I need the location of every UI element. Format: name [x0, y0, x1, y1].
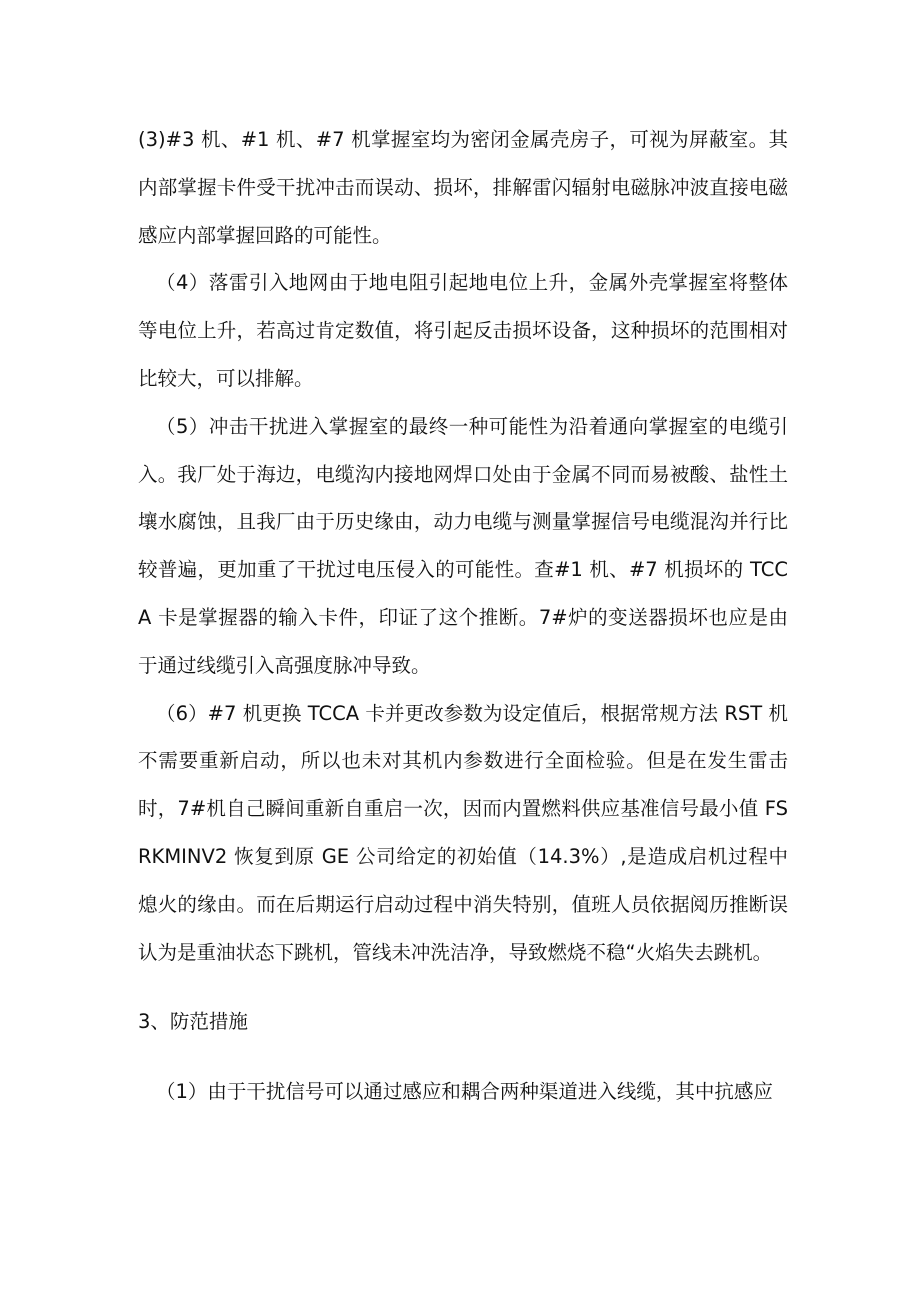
section-heading: 3、防范措施 — [138, 1010, 248, 1034]
paragraph-5: （5）冲击干扰进入掌握室的最终一种可能性为沿着通向掌握室的电缆引入。我厂处于海边，电缆沟内接地网焊口处由于金属不同而易被酸、盐性土壤水腐蚀，且我厂由于历史缘由，动力电缆与测量掌握信号电缆混沟并行比较普遍，更加重了干扰过电压侵入的可能性。查#1 机、#7 机损坏的 TCCA 卡是掌握器的输入卡件，印证了这个推断。7#炉的变送器损坏也应是由于通过线缆引入高强度脉冲导致。 — [138, 414, 788, 677]
paragraph-3: (3)#3 机、#1 机、#7 机掌握室均为密闭金属壳房子，可视为屏蔽室。其内部掌握卡件受干扰冲击而误动、损坏，排解雷闪辐射电磁脉冲波直接电磁感应内部掌握回路的可能性。 — [138, 128, 788, 247]
document-body — [138, 116, 788, 1116]
paragraph-measure-1: （1）由于干扰信号可以通过感应和耦合两种渠道进入线缆，其中抗感应 — [156, 1080, 773, 1104]
paragraph-6: （6）#7 机更换 TCCA 卡并更改参数为设定值后，根据常规方法 RST 机不需要重新启动，所以也未对其机内参数进行全面检验。但是在发生雷击时，7#机自己瞬间重新自重启一次，因而内置燃料供应基准信号最小值 FSRKMINV2 恢复到原 GE 公司给定的初始值（14.3%）,是造成启机过程中熄火的缘由。而在后期运行启动过程中消失特别，值班人员依据阅历推断误认为是重油状态下跳机，管线未冲洗洁净，导致燃烧不稳“火焰失去跳机。 — [138, 701, 788, 964]
paragraph-4: （4）落雷引入地网由于地电阻引起地电位上升，金属外壳掌握室将整体等电位上升，若高过肯定数值，将引起反击损坏设备，这种损坏的范围相对比较大，可以排解。 — [138, 271, 788, 390]
